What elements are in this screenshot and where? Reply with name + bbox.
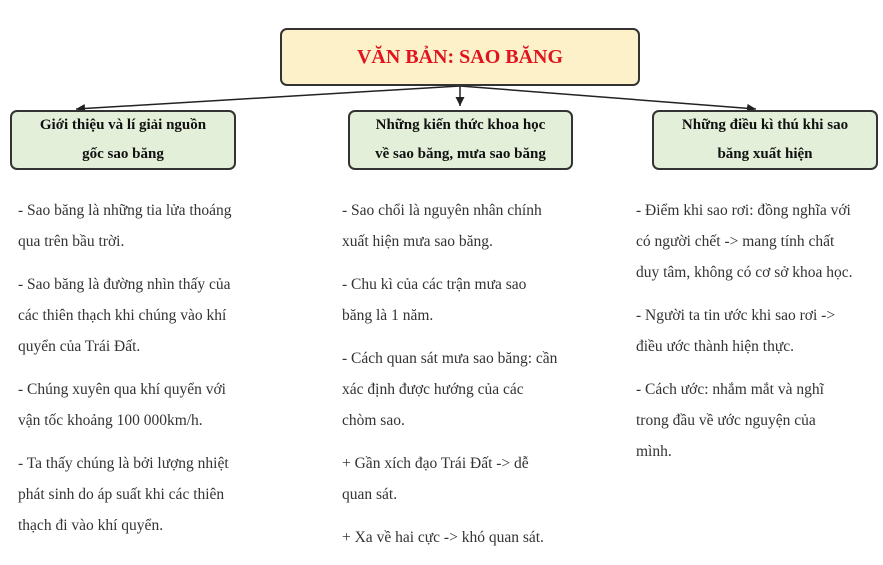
- branch-heading-science: [348, 110, 573, 170]
- bullet-line: - Ta thấy chúng là bởi lượng nhiệt: [18, 455, 229, 472]
- bullet-line: trong đầu về ước nguyện của: [636, 412, 816, 429]
- bullet-line: + Gần xích đạo Trái Đất -> dễ: [342, 455, 529, 472]
- heading-line: Những kiến thức khoa học: [375, 117, 546, 133]
- bullet-point: [18, 374, 268, 436]
- bullet-point: [636, 300, 881, 362]
- bullet-line: điều ước thành hiện thực.: [636, 338, 794, 355]
- bullet-line: qua trên bầu trời.: [18, 233, 125, 250]
- bullet-line: - Chu kì của các trận mưa sao: [342, 276, 527, 293]
- bullet-line: vận tốc khoảng 100 000km/h.: [18, 412, 203, 429]
- bullet-line: - Điểm khi sao rơi: đồng nghĩa với: [636, 202, 851, 219]
- bullet-point: [18, 448, 268, 541]
- branch-points-science: [342, 195, 602, 565]
- bullet-point: [342, 195, 602, 257]
- bullet-line: duy tâm, không có cơ sở khoa học.: [636, 264, 853, 281]
- arrow-right: [460, 86, 756, 109]
- main-title-box: [280, 28, 640, 86]
- arrow-left: [76, 86, 460, 109]
- bullet-point: [636, 195, 881, 288]
- branch-points-wonders: [636, 195, 881, 479]
- bullet-line: + Xa về hai cực -> khó quan sát.: [342, 529, 544, 546]
- bullet-line: - Người ta tin ước khi sao rơi ->: [636, 307, 836, 324]
- bullet-line: các thiên thạch khi chúng vào khí: [18, 307, 227, 324]
- heading-line: gốc sao băng: [82, 146, 164, 162]
- branch-heading-intro: [10, 110, 236, 170]
- bullet-line: - Sao chổi là nguyên nhân chính: [342, 202, 542, 219]
- branch-points-intro: [18, 195, 268, 553]
- bullet-line: chòm sao.: [342, 412, 405, 429]
- bullet-point: [342, 343, 602, 436]
- heading-line: băng xuất hiện: [717, 146, 813, 162]
- bullet-point: [342, 522, 602, 553]
- bullet-point: [18, 195, 268, 257]
- bullet-line: có người chết -> mang tính chất: [636, 233, 835, 250]
- bullet-line: - Cách ước: nhắm mắt và nghĩ: [636, 381, 824, 398]
- bullet-point: [342, 448, 602, 510]
- bullet-line: thạch đi vào khí quyển.: [18, 517, 164, 534]
- bullet-line: phát sinh do áp suất khi các thiên: [18, 486, 225, 503]
- bullet-line: quan sát.: [342, 486, 398, 503]
- bullet-line: mình.: [636, 443, 672, 460]
- bullet-line: - Chúng xuyên qua khí quyển với: [18, 381, 226, 398]
- bullet-line: xuất hiện mưa sao băng.: [342, 233, 493, 250]
- bullet-line: - Cách quan sát mưa sao băng: cần: [342, 350, 558, 367]
- bullet-line: băng là 1 năm.: [342, 307, 434, 324]
- bullet-point: [636, 374, 881, 467]
- bullet-point: [18, 269, 268, 362]
- bullet-line: - Sao băng là những tia lửa thoáng: [18, 202, 232, 219]
- bullet-line: quyển của Trái Đất.: [18, 338, 141, 355]
- main-title: VĂN BẢN: SAO BĂNG: [356, 45, 564, 68]
- branch-heading-wonders: [652, 110, 878, 170]
- heading-line: Những điều kì thú khi sao: [681, 117, 849, 133]
- heading-line: Giới thiệu và lí giải nguồn: [39, 117, 207, 133]
- bullet-line: - Sao băng là đường nhìn thấy của: [18, 276, 231, 293]
- heading-line: về sao băng, mưa sao băng: [375, 146, 546, 162]
- bullet-line: xác định được hướng của các: [342, 381, 524, 398]
- bullet-point: [342, 269, 602, 331]
